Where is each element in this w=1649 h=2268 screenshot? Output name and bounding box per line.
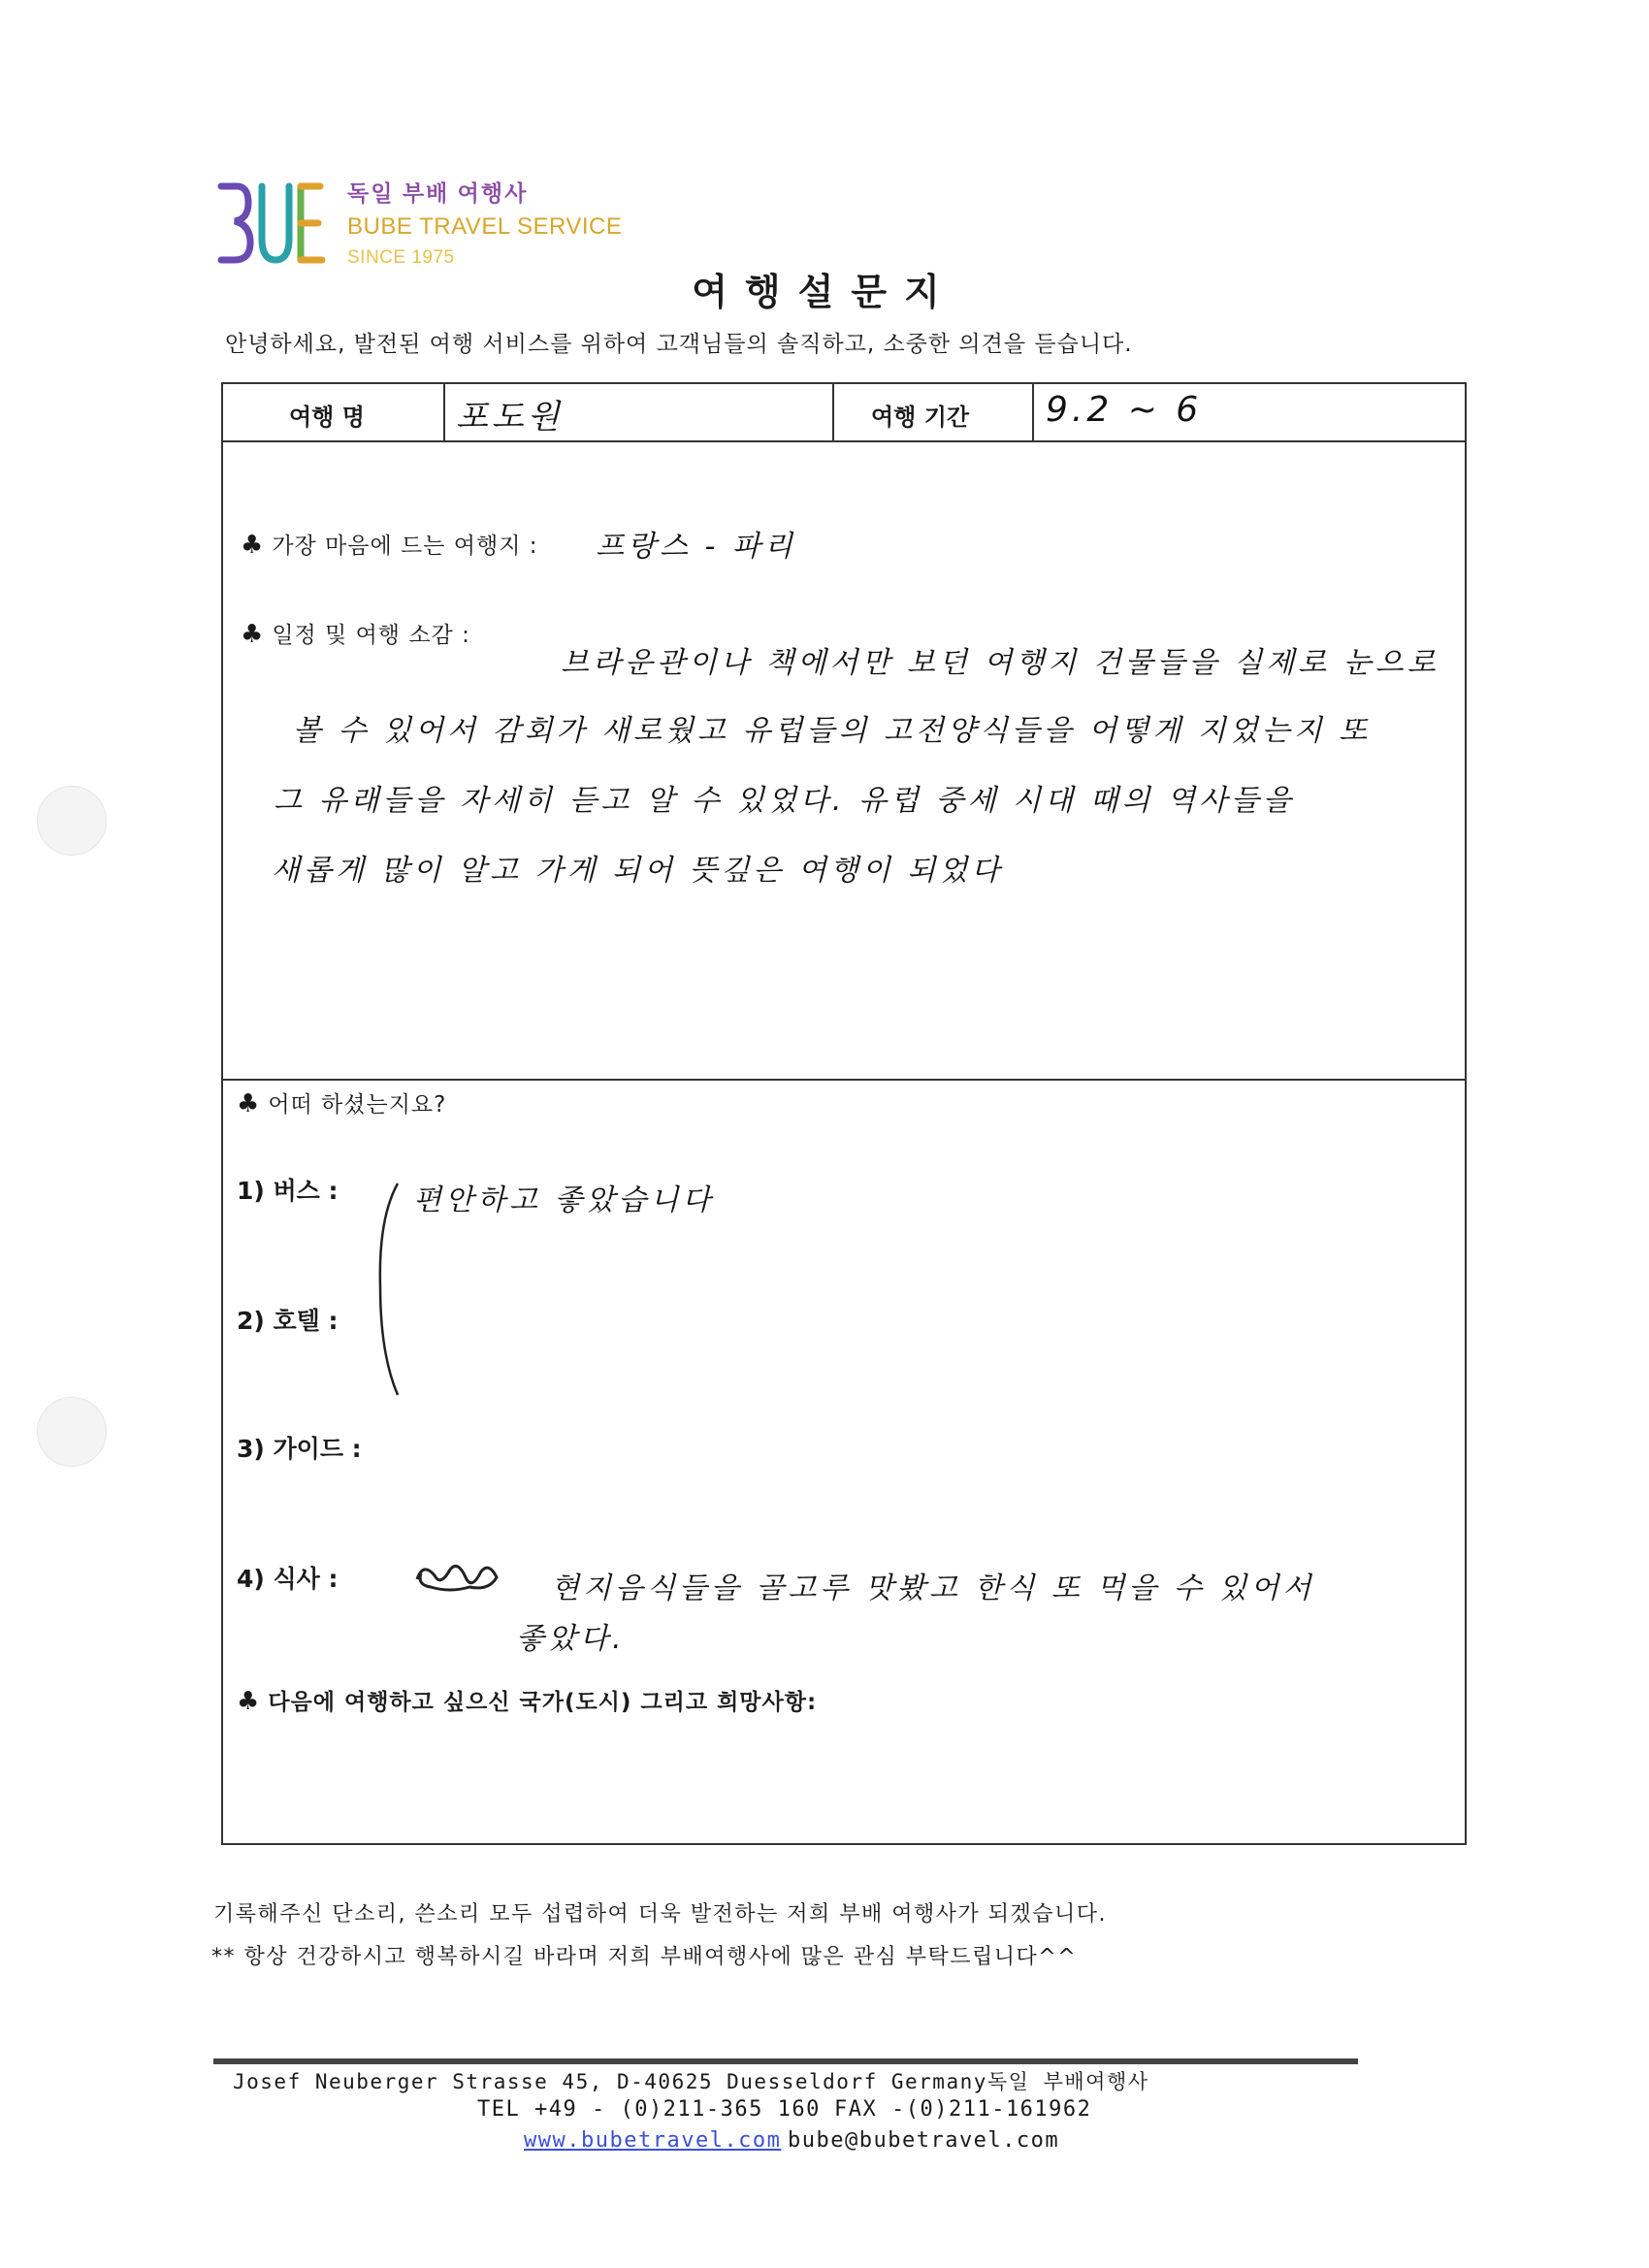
page-title: 여행설문지 [692,271,957,313]
footer-rule [213,2058,1358,2064]
survey-form [221,382,1467,1845]
footer-email[interactable]: bube@bubetravel.com [788,2128,1060,2153]
impression-line[interactable]: 볼 수 있어서 감회가 새로웠고 유럽들의 고전양식들을 어떻게 지었는지 또 [293,714,1372,748]
club-icon: ♣ [241,620,265,649]
impression-label: 일정 및 여행 소감 : [272,623,470,648]
club-icon: ♣ [237,1687,261,1716]
guide-label: 3) 가이드 : [237,1435,362,1463]
footer-website-link[interactable]: www.bubetravel.com [524,2128,782,2153]
club-icon: ♣ [237,1089,261,1118]
footer-fax: FAX -(0)211-161962 [834,2097,1092,2122]
scribble-mark-icon [411,1558,501,1597]
impression-line[interactable]: 브라운관이나 책에서만 보던 여행지 건물들을 실제로 눈으로 [561,646,1439,680]
next-destination-label: 다음에 여행하고 싶으신 국가(도시) 그리고 희망사항: [268,1690,818,1715]
meal-answer-continued[interactable]: 좋았다. [516,1622,626,1656]
header-col-divider-2 [832,384,834,440]
trip-period-label: 여행 기간 [871,404,970,431]
next-destination-question [237,1684,817,1716]
trip-name-label: 여행 명 [289,404,365,431]
how-label: 어떠 하셨는지요? [268,1092,447,1118]
favorite-destination-answer[interactable]: 프랑스 - 파리 [596,530,796,564]
bus-label: 1) 버스 : [237,1177,339,1205]
logo-english-name: BUBE TRAVEL SERVICE [347,213,623,240]
meal-label: 4) 식사 : [237,1565,339,1593]
impression-line[interactable]: 그 유래들을 자세히 듣고 알 수 있었다. 유럽 중세 시대 때의 역사들을 [274,784,1295,818]
punch-hole-top [37,786,107,856]
bube-logo-mark-icon [215,180,340,266]
section-divider [223,1079,1465,1081]
impression-question [241,617,470,649]
hotel-label: 2) 호텔 : [237,1307,339,1335]
bus-answer[interactable]: 편안하고 좋았습니다 [413,1183,715,1217]
footer-phone: TEL +49 - (0)211-365 160 [477,2097,821,2122]
favorite-destination-label: 가장 마음에 드는 여행지 : [272,534,538,559]
logo-korean-name: 독일 부배 여행사 [347,180,529,206]
closing-line-2: ** 항상 건강하시고 행복하시길 바라며 저희 부배여행사에 많은 관심 부탁드립니다^^ [211,1945,1078,1969]
favorite-destination-question [241,528,538,560]
logo-text-block [347,182,622,267]
meal-answer[interactable]: 현지음식들을 골고루 맛봤고 한식 또 먹을 수 있어서 [551,1571,1315,1605]
logo-since: SINCE 1975 [347,247,455,268]
header-row-divider [223,440,1465,442]
impression-line[interactable]: 새롭게 많이 알고 가게 되어 뜻깊은 여행이 되었다 [272,854,1004,888]
punch-hole-bottom [37,1397,107,1467]
trip-name-value[interactable]: 포도원 [456,398,564,437]
bube-logo [215,180,340,270]
header-col-divider-3 [1032,384,1034,440]
intro-text: 안녕하세요, 발전된 여행 서비스를 위하여 고객님들의 솔직하고, 소중한 의견을 듣습니다. [225,332,1133,357]
footer-address: Josef Neuberger Strasse 45, D-40625 Duesseldorf Germany독일 부배여행사 [233,2070,1149,2093]
trip-period-value[interactable]: 9.2 ~ 6 [1046,390,1203,430]
closing-line-1: 기록해주신 단소리, 쓴소리 모두 섭렵하여 더욱 발전하는 저희 부배 여행사가 되겠습니다. [213,1902,1107,1927]
how-question [237,1086,446,1118]
bracket-mark-icon [369,1180,407,1399]
header-col-divider-1 [443,384,445,440]
club-icon: ♣ [241,531,265,560]
